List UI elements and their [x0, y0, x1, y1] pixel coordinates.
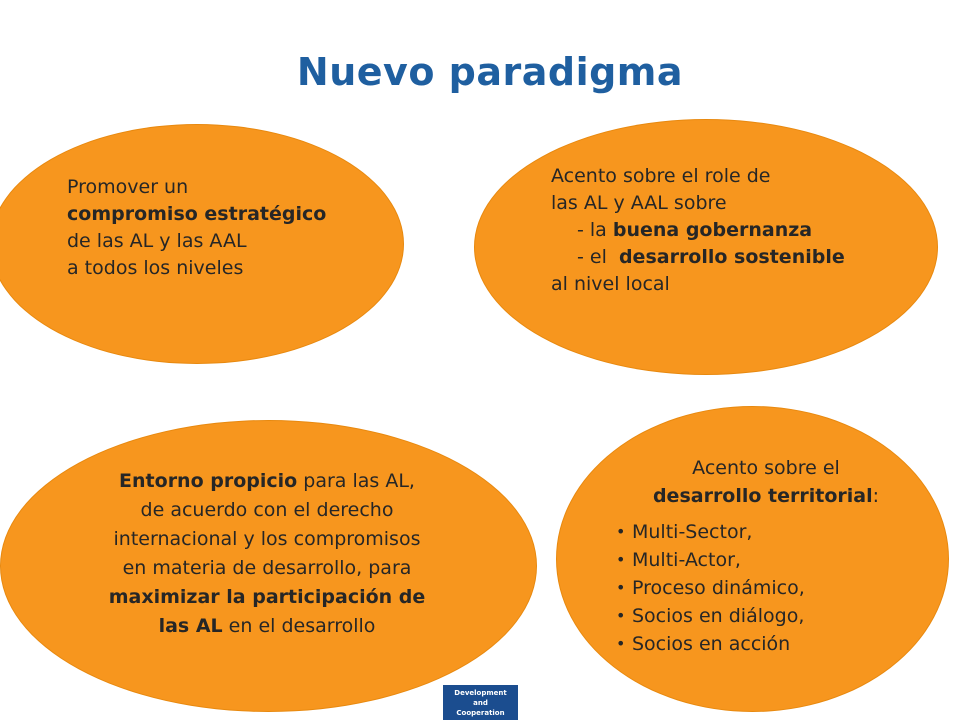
enabling-line-4: en materia de desarrollo, para [122, 557, 412, 579]
governance-line-1: Acento sobre el role de [551, 165, 771, 187]
governance-line-2: las AL y AAL sobre [551, 192, 727, 214]
governance-item-1-prefix: - la [577, 219, 613, 241]
list-item: • Proceso dinámico, [616, 574, 805, 602]
logo-line-3: Cooperation [456, 709, 505, 717]
enabling-text-3: en el desarrollo [222, 615, 376, 637]
commitment-line-4: a todos los niveles [67, 257, 244, 279]
territorial-heading [582, 454, 950, 510]
enabling-bold-3: las AL [158, 615, 223, 637]
list-item: • Multi-Sector, [616, 518, 805, 546]
territorial-list [616, 518, 805, 658]
enabling-environment-text [36, 467, 498, 641]
enabling-bold-2: maximizar la participación de [108, 586, 426, 608]
territorial-line-2-bold: desarrollo territorial [652, 485, 873, 507]
commitment-line-1: Promover un [67, 176, 189, 198]
page-title: Nuevo paradigma [296, 50, 684, 94]
governance-item-1 [551, 217, 845, 244]
development-cooperation-logo [443, 685, 518, 720]
enabling-line-2: de acuerdo con el derecho [140, 499, 394, 521]
logo-line-1: Development [454, 689, 507, 697]
governance-item-1-bold: buena gobernanza [612, 219, 813, 241]
enabling-text-1: para las AL, [297, 470, 415, 492]
enabling-line-3: internacional y los compromisos [113, 528, 421, 550]
commitment-line-2: compromiso estratégico [67, 203, 327, 225]
list-item: • Multi-Actor, [616, 546, 805, 574]
commitment-text [67, 174, 326, 282]
enabling-bold-1: Entorno propicio [119, 470, 298, 492]
list-item: • Socios en acción [616, 630, 805, 658]
commitment-line-3: de las AL y las AAL [67, 230, 247, 252]
governance-item-2 [551, 244, 845, 271]
list-item: • Socios en diálogo, [616, 602, 805, 630]
territorial-line-2-suffix: : [872, 485, 880, 507]
territorial-line-1: Acento sobre el [692, 457, 840, 479]
governance-item-2-prefix: - el [577, 246, 619, 268]
governance-text [551, 163, 845, 298]
governance-line-5: al nivel local [551, 273, 670, 295]
governance-item-2-bold: desarrollo sostenible [618, 246, 845, 268]
logo-line-2: and [473, 699, 488, 707]
